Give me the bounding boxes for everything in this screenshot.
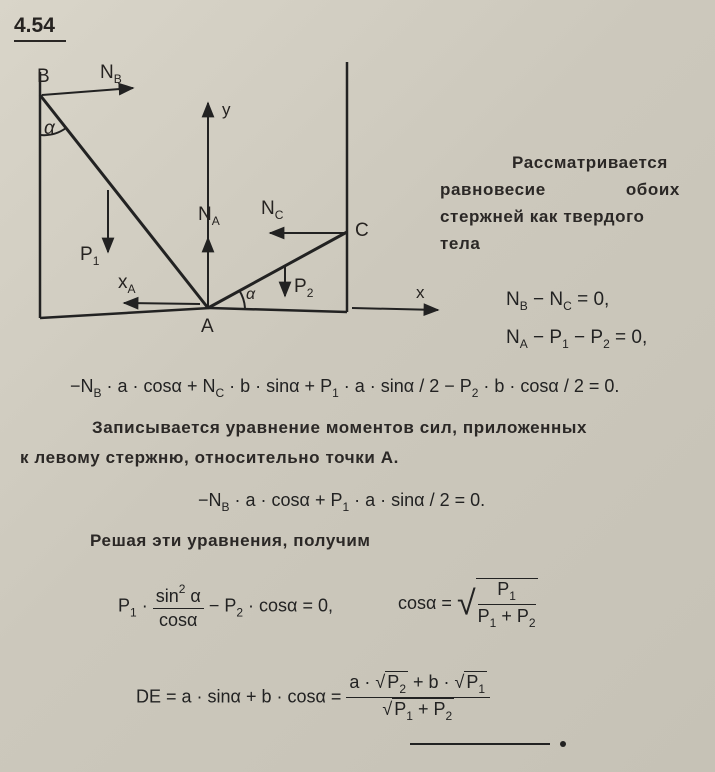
floor-left: [40, 308, 210, 318]
nb-arrow: [42, 88, 133, 95]
force-nc-label: $N_C$: [261, 198, 284, 222]
angle-arc-a: [239, 290, 245, 308]
point-b-label: B: [37, 66, 50, 87]
force-nb-label: $N_B$: [100, 62, 122, 86]
angle-alpha-right-label: α: [246, 286, 256, 303]
equation-5-left: $P_1$ · $\frac{\sin^2 \alpha}{\cos\alpha}$ − $P_2 \cdot \cos\alpha = 0$,: [118, 582, 333, 630]
axis-y-label: y: [222, 100, 231, 119]
problem-number: 4.54: [14, 14, 55, 37]
force-p1-label: $P_1$: [80, 244, 100, 268]
reaction-xa-label: $x_A$: [118, 272, 136, 296]
equation-3: $-N_B \cdot a \cdot \cos\alpha + N_C \cdot b \cdot \sin\alpha + P_1 \cdot a \cdot \sin\alpha / 2 - P_2 \cdot b \cdot \cos\alpha / 2 = 0$.: [70, 376, 620, 400]
equation-2: $N_A - P_1 - P_2 = 0$,: [506, 327, 648, 351]
rod-ac: [208, 232, 347, 308]
equation-1: $N_B - N_C = 0$,: [506, 289, 610, 313]
floor-right: [210, 308, 347, 312]
equation-6: DE = a · sinα + b · cosα = $\frac{a \cdot √ P_2 + b \cdot √ P_1}{√ P_1 + P_2}$: [136, 672, 490, 723]
axis-x-label: x: [416, 283, 425, 302]
side-text-line3: стержней как твердого: [440, 207, 645, 226]
paragraph-2: Решая эти уравнения, получим: [90, 531, 371, 550]
point-a-label: A: [201, 316, 214, 337]
force-p2-label: $P_2$: [294, 276, 314, 300]
paragraph-1-line2: к левому стержню, относительно точки А.: [20, 448, 399, 467]
answer-underline: [410, 743, 550, 745]
xa-arrow: [124, 303, 200, 304]
equation-4: $-N_B \cdot a \cdot \cos\alpha + P_1 \cdot a \cdot \sin\alpha / 2 = 0$.: [198, 490, 486, 514]
paragraph-1-line1: Записывается уравнение моментов сил, приложенных: [92, 418, 588, 437]
end-dot: [560, 741, 566, 747]
angle-alpha-left-label: α: [44, 118, 55, 139]
equation-5-right: cosα = √ $\frac{P_1}{P_1 + P_2}$: [398, 579, 536, 630]
point-c-label: C: [355, 220, 369, 241]
side-text-line4: тела: [440, 234, 481, 253]
side-text-line1: Рассматривается: [512, 153, 668, 172]
side-text-line2: равновесие обоих: [440, 180, 680, 199]
force-na-label: $N_A$: [198, 204, 220, 228]
x-axis-arrow: [352, 308, 438, 310]
